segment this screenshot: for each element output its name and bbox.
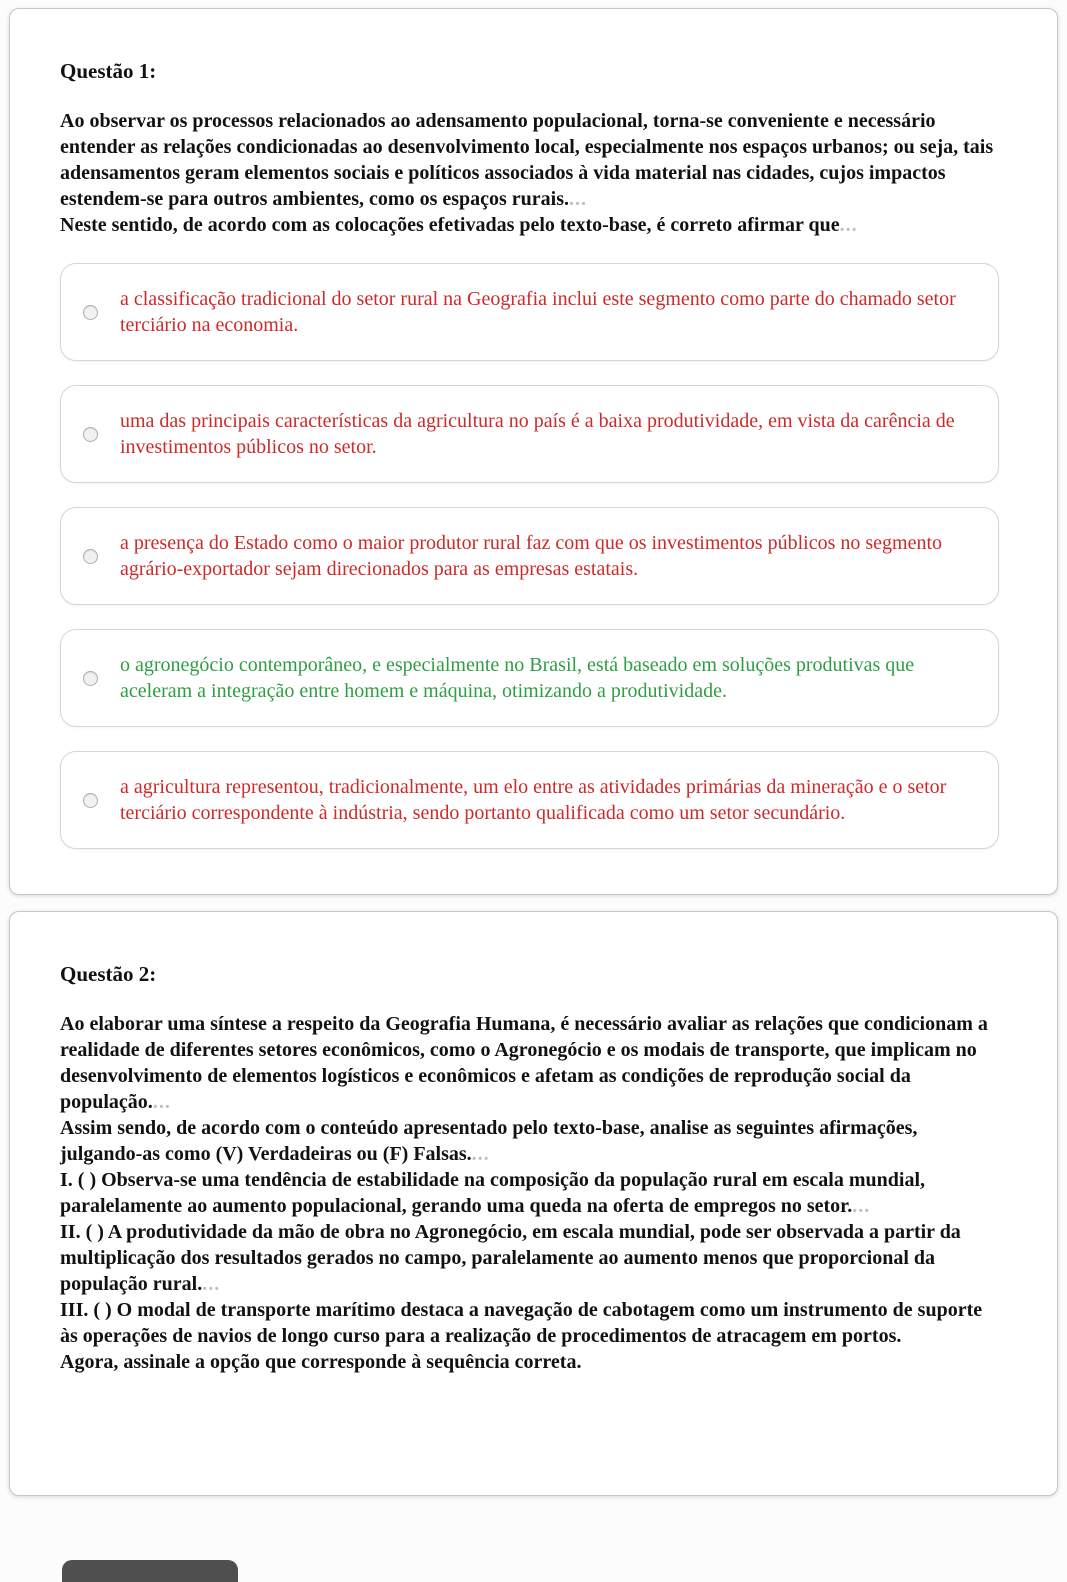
ellipsis-trail: ... [569, 188, 588, 210]
option-text: a classificação tradicional do setor rural na Geografia inclui este segmento como parte do chamado setor terciário na economia. [120, 288, 956, 336]
radio-button[interactable] [83, 549, 98, 564]
option-text: uma das principais características da agricultura no país é a baixa produtividade, em vista da carência de investimentos públicos no setor. [120, 410, 955, 458]
question-2-statement-3 [60, 1297, 999, 1349]
ellipsis-trail: ... [852, 1195, 871, 1217]
answer-option-5[interactable] [60, 751, 999, 849]
ellipsis-trail: ... [152, 1091, 171, 1113]
cutoff-answer-element[interactable] [62, 1560, 238, 1582]
ellipsis-trail: ... [471, 1143, 490, 1165]
answer-option-3[interactable] [60, 507, 999, 605]
option-text: o agronegócio contemporâneo, e especialmente no Brasil, está baseado em soluções produtivas que aceleram a integração entre homem e máquina, otimizando a produtividade. [120, 654, 915, 702]
paragraph-text: Ao observar os processos relacionados ao adensamento populacional, torna-se conveniente e necessário entender as relações condicionadas ao desenvolvimento local, especialmente nos espaços urbanos; ou seja, tais adensamentos geram elementos sociais e políticos associados à vida material nas cidades, cujos impactos estendem-se para outros ambientes, como os espaços rurais. [60, 110, 994, 210]
question-2-card [9, 911, 1058, 1496]
ellipsis-trail: ... [839, 214, 858, 236]
radio-button[interactable] [83, 427, 98, 442]
question-1-options [60, 263, 999, 849]
ellipsis-trail: ... [202, 1273, 221, 1295]
paragraph-text: III. ( ) O modal de transporte marítimo destaca a navegação de cabotagem como um instrumento de suporte às operações de navios de longo curso para a realização de procedimentos de atracagem em portos. [60, 1299, 983, 1347]
paragraph-text: II. ( ) A produtividade da mão de obra no Agronegócio, em escala mundial, pode ser observada a partir da multiplicação dos resultados gerados no campo, paralelamente ao aumento menos que proporcional da população rural. [60, 1221, 961, 1295]
question-2-closing-line [60, 1349, 999, 1375]
paragraph-text: Ao elaborar uma síntese a respeito da Geografia Humana, é necessário avaliar as relações que condicionam a realidade de diferentes setores econômicos, como o Agronegócio e os modais de transporte, que implicam no desenvolvimento de elementos logísticos e econômicos e afetam as condições de reprodução social da população. [60, 1013, 988, 1113]
question-1-text [60, 108, 999, 238]
question-2-statement-1 [60, 1167, 999, 1219]
answer-option-2[interactable] [60, 385, 999, 483]
radio-button[interactable] [83, 671, 98, 686]
question-2-statement-2 [60, 1219, 999, 1297]
radio-button[interactable] [83, 305, 98, 320]
paragraph-text: Neste sentido, de acordo com as colocações efetivadas pelo texto-base, é correto afirmar que [60, 214, 840, 236]
paragraph-text: Agora, assinale a opção que corresponde à sequência correta. [60, 1351, 582, 1373]
question-2-text [60, 1011, 999, 1375]
question-2-paragraph-1 [60, 1011, 999, 1115]
question-1-card [9, 8, 1058, 895]
option-text: a agricultura representou, tradicionalmente, um elo entre as atividades primárias da mineração e o setor terciário correspondente à indústria, sendo portanto qualificada como um setor secundário. [120, 776, 947, 824]
radio-button[interactable] [83, 793, 98, 808]
question-2-title: Questão 2: [60, 962, 157, 986]
paragraph-text: I. ( ) Observa-se uma tendência de estabilidade na composição da população rural em escala mundial, paralelamente ao aumento populacional, gerando uma queda na oferta de empregos no setor. [60, 1169, 926, 1217]
question-1-paragraph-1 [60, 108, 999, 212]
answer-option-4[interactable] [60, 629, 999, 727]
paragraph-text: Assim sendo, de acordo com o conteúdo apresentado pelo texto-base, analise as seguintes afirmações, julgando-as como (V) Verdadeiras ou (F) Falsas. [60, 1117, 918, 1165]
option-text: a presença do Estado como o maior produtor rural faz com que os investimentos públicos no segmento agrário-exportador sejam direcionados para as empresas estatais. [120, 532, 943, 580]
question-2-paragraph-2 [60, 1115, 999, 1167]
question-1-paragraph-2 [60, 212, 999, 238]
answer-option-1[interactable] [60, 263, 999, 361]
question-1-title: Questão 1: [60, 59, 157, 83]
